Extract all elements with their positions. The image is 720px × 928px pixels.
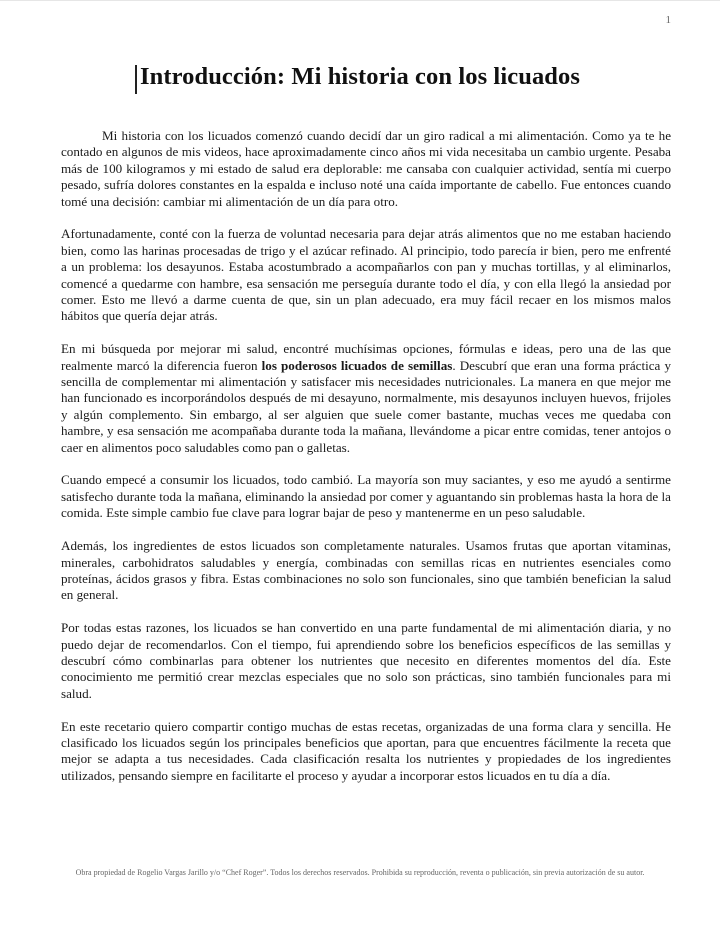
bold-phrase: los poderosos licuados de semillas xyxy=(261,357,453,373)
page-number: 1 xyxy=(665,14,671,26)
paragraph-3[interactable] xyxy=(61,341,671,456)
paragraph-4[interactable]: Cuando empecé a consumir los licuados, todo cambió. La mayoría son muy saciantes, y eso me ayudó a sentirme satisfecho durante toda la mañana, eliminando la ansiedad por comer y aguantando sin problemas hasta la hora de la comida. Este simple cambio fue clave para lograr bajar de peso y mantenerme en un peso saludable. xyxy=(61,472,671,521)
copyright-footer: Obra propiedad de Rogelio Vargas Jarillo y/o “Chef Roger”. Todos los derechos reservados. Prohibida su reproducción, reventa o publicación, sin previa autorización de su autor. xyxy=(75,868,645,877)
paragraph-7[interactable]: En este recetario quiero compartir contigo muchas de estas recetas, organizadas de una forma clara y sencilla. He clasificado los licuados según los principales beneficios que aportan, para que encuentres fácilmente la receta que mejor se adapta a tus necesidades. Cada clasificación resalta los nutrientes y propiedades de los ingredientes utilizados, pensando siempre en facilitarte el proceso y ayudar a incorporar estos licuados en tu día a día. xyxy=(61,718,671,783)
paragraph-6[interactable]: Por todas estas razones, los licuados se han convertido en una parte fundamental de mi alimentación diaria, y no puedo dejar de recomendarlos. Con el tiempo, fui aprendiendo sobre los beneficios específicos de las semillas y descubrí cómo combinarlas para obtener los nutrientes que necesito en diferentes momentos del día. Este conocimiento me permitió crear mezclas especiales que no solo son prácticas, sino también funcionales para mi salud. xyxy=(61,620,671,701)
paragraph-5[interactable]: Además, los ingredientes de estos licuados son completamente naturales. Usamos frutas que aportan vitaminas, minerales, carbohidratos saludables y energía, combinadas con semillas ricas en nutrientes esenciales como proteínas, ácidos grasos y fibra. Estas combinaciones no solo son funcionales, sino que también benefician la salud en general. xyxy=(61,538,671,603)
paragraph-3-start: En mi búsqueda por mejorar mi salud, encontré muchísimas opciones, fórmulas e ideas, pero una de las que realmente marcó la diferencia fueron xyxy=(61,341,671,373)
paragraph-1[interactable]: Mi historia con los licuados comenzó cuando decidí dar un giro radical a mi alimentación. Como ya te he contado en algunos de mis videos, hace aproximadamente cinco años mi vida necesitaba un cambio urgente. Pesaba más de 100 kilogramos y mi estado de salud era deplorable: me cansaba con cualquier actividad, sentía mi cuerpo pesado, sufría dolores constantes en la espalda e incluso noté una caída importante de cabello. Fue entonces cuando tomé una decisión: cambiar mi alimentación de un día para otro. xyxy=(61,128,671,209)
document-title[interactable]: Introducción: Mi historia con los licuados xyxy=(139,63,581,90)
paragraph-3-end: . Descubrí que eran una forma práctica y sencilla de complementar mi alimentación y satisfacer mis necesidades nutricionales. La manera en que mejor me han funcionado es incorporándolos después de mi desayuno, normalmente, mis desayunos incluyen huevos, frijoles y algún complemento. Sin embargo, al ser alguien que suele comer bastante, muchas veces me quedaba con hambre, y esa sensación me acompañaba durante toda la mañana, llevándome a picar entre comidas, tener antojos o caer en alimentos poco saludables como pan o galletas. xyxy=(61,357,671,455)
document-body[interactable] xyxy=(61,128,671,801)
paragraph-2[interactable]: Afortunadamente, conté con la fuerza de voluntad necesaria para dejar atrás alimentos que no me estaban haciendo bien, como las harinas procesadas de trigo y el azúcar refinado. Al principio, todo parecía ir bien, pero me enfrenté a un problema: los desayunos. Estaba acostumbrado a acompañarlos con pan y muchas tortillas, y al eliminarlos, comencé a quedarme con hambre, esa sensación me perseguía durante todo el día, y con ella llegó la ansiedad por comer. Esto me llevó a darme cuenta de que, sin un plan adecuado, era muy fácil recaer en los mismos malos hábitos que quería dejar atrás. xyxy=(61,226,671,324)
